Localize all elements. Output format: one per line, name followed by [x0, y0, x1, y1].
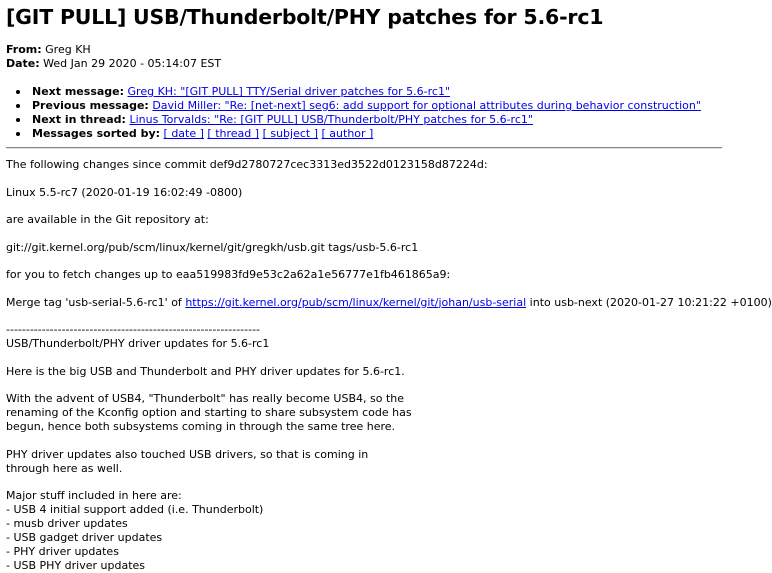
body-line: begun, hence both subsystems coming in through the same tree here.	[6, 420, 396, 433]
body-line: The following changes since commit def9d2780727cec3313ed3522d0123158d87224d:	[6, 158, 488, 171]
merge-suffix: into usb-next (2020-01-27 10:21:22 +0100)	[526, 295, 772, 309]
dash-separator: ----------------------------------------------------------------	[6, 323, 261, 336]
sort-by-date-link[interactable]: [ date ]	[163, 127, 204, 140]
body-line: With the advent of USB4, "Thunderbolt" has really become USB4, so the	[6, 392, 405, 405]
body-line: are available in the Git repository at:	[6, 213, 209, 226]
sort-by-thread-link[interactable]: [ thread ]	[207, 127, 260, 140]
date-line	[6, 57, 728, 71]
page-title: [GIT PULL] USB/Thunderbolt/PHY patches for 5.6-rc1	[6, 5, 604, 29]
next-label: Next message:	[32, 85, 125, 98]
body-paragraph	[6, 392, 728, 434]
sort-by-author-link[interactable]: [ author ]	[321, 127, 374, 140]
nav-next-in-thread	[32, 113, 728, 127]
from-value: Greg KH	[45, 43, 91, 56]
nav-previous-message	[32, 99, 728, 113]
nav-sorted-by	[32, 127, 728, 141]
thread-label: Next in thread:	[32, 113, 126, 126]
separator	[6, 147, 722, 149]
prev-label: Previous message:	[32, 99, 149, 112]
merge-line	[6, 295, 772, 310]
list-item: - USB gadget driver updates	[6, 531, 163, 544]
list-item: - PHY driver updates	[6, 545, 119, 558]
summary-title: USB/Thunderbolt/PHY driver updates for 5.6-rc1	[6, 337, 270, 350]
nav-next-message	[32, 85, 728, 99]
body-line: PHY driver updates also touched USB drivers, so that is coming in	[6, 447, 369, 461]
next-in-thread-link[interactable]: Linus Torvalds: "Re: [GIT PULL] USB/Thunderbolt/PHY patches for 5.6-rc1"	[129, 113, 533, 126]
body-line: for you to fetch changes up to eaa519983fd9e53c2a62a1e56777e1fb461865a9:	[6, 268, 451, 281]
body-paragraph	[6, 448, 728, 476]
body-line: git://git.kernel.org/pub/scm/linux/kernel/git/gregkh/usb.git tags/usb-5.6-rc1	[6, 240, 419, 254]
merge-prefix: Merge tag 'usb-serial-5.6-rc1' of	[6, 295, 186, 309]
message-navigation	[6, 85, 728, 141]
list-intro: Major stuff included in here are:	[6, 489, 182, 502]
list-item: - musb driver updates	[6, 517, 128, 530]
next-message-link[interactable]: Greg KH: "[GIT PULL] TTY/Serial driver patches for 5.6-rc1"	[127, 85, 451, 98]
list-item: - USB 4 initial support added (i.e. Thunderbolt)	[6, 503, 264, 516]
body-line: Linux 5.5-rc7 (2020-01-19 16:02:49 -0800)	[6, 185, 243, 199]
sorted-label: Messages sorted by:	[32, 127, 161, 140]
from-line	[6, 43, 728, 57]
list-item: - USB PHY driver updates	[6, 559, 146, 572]
body-line: renaming of the Kconfig option and starting to share subsystem code has	[6, 406, 412, 419]
sort-by-subject-link[interactable]: [ subject ]	[262, 127, 319, 140]
changes-list	[6, 489, 728, 573]
date-label: Date:	[6, 57, 40, 70]
message-body	[6, 158, 772, 573]
body-paragraph: Here is the big USB and Thunderbolt and PHY driver updates for 5.6-rc1.	[6, 364, 405, 378]
date-value: Wed Jan 29 2020 - 05:14:07 EST	[43, 57, 222, 70]
body-line: through here as well.	[6, 461, 123, 475]
from-label: From:	[6, 43, 42, 56]
previous-message-link[interactable]: David Miller: "Re: [net-next] seg6: add support for optional attributes during behavior construction"	[152, 99, 701, 112]
message-header	[6, 43, 728, 71]
usb-serial-repo-link[interactable]: https://git.kernel.org/pub/scm/linux/kernel/git/johan/usb-serial	[185, 295, 527, 309]
